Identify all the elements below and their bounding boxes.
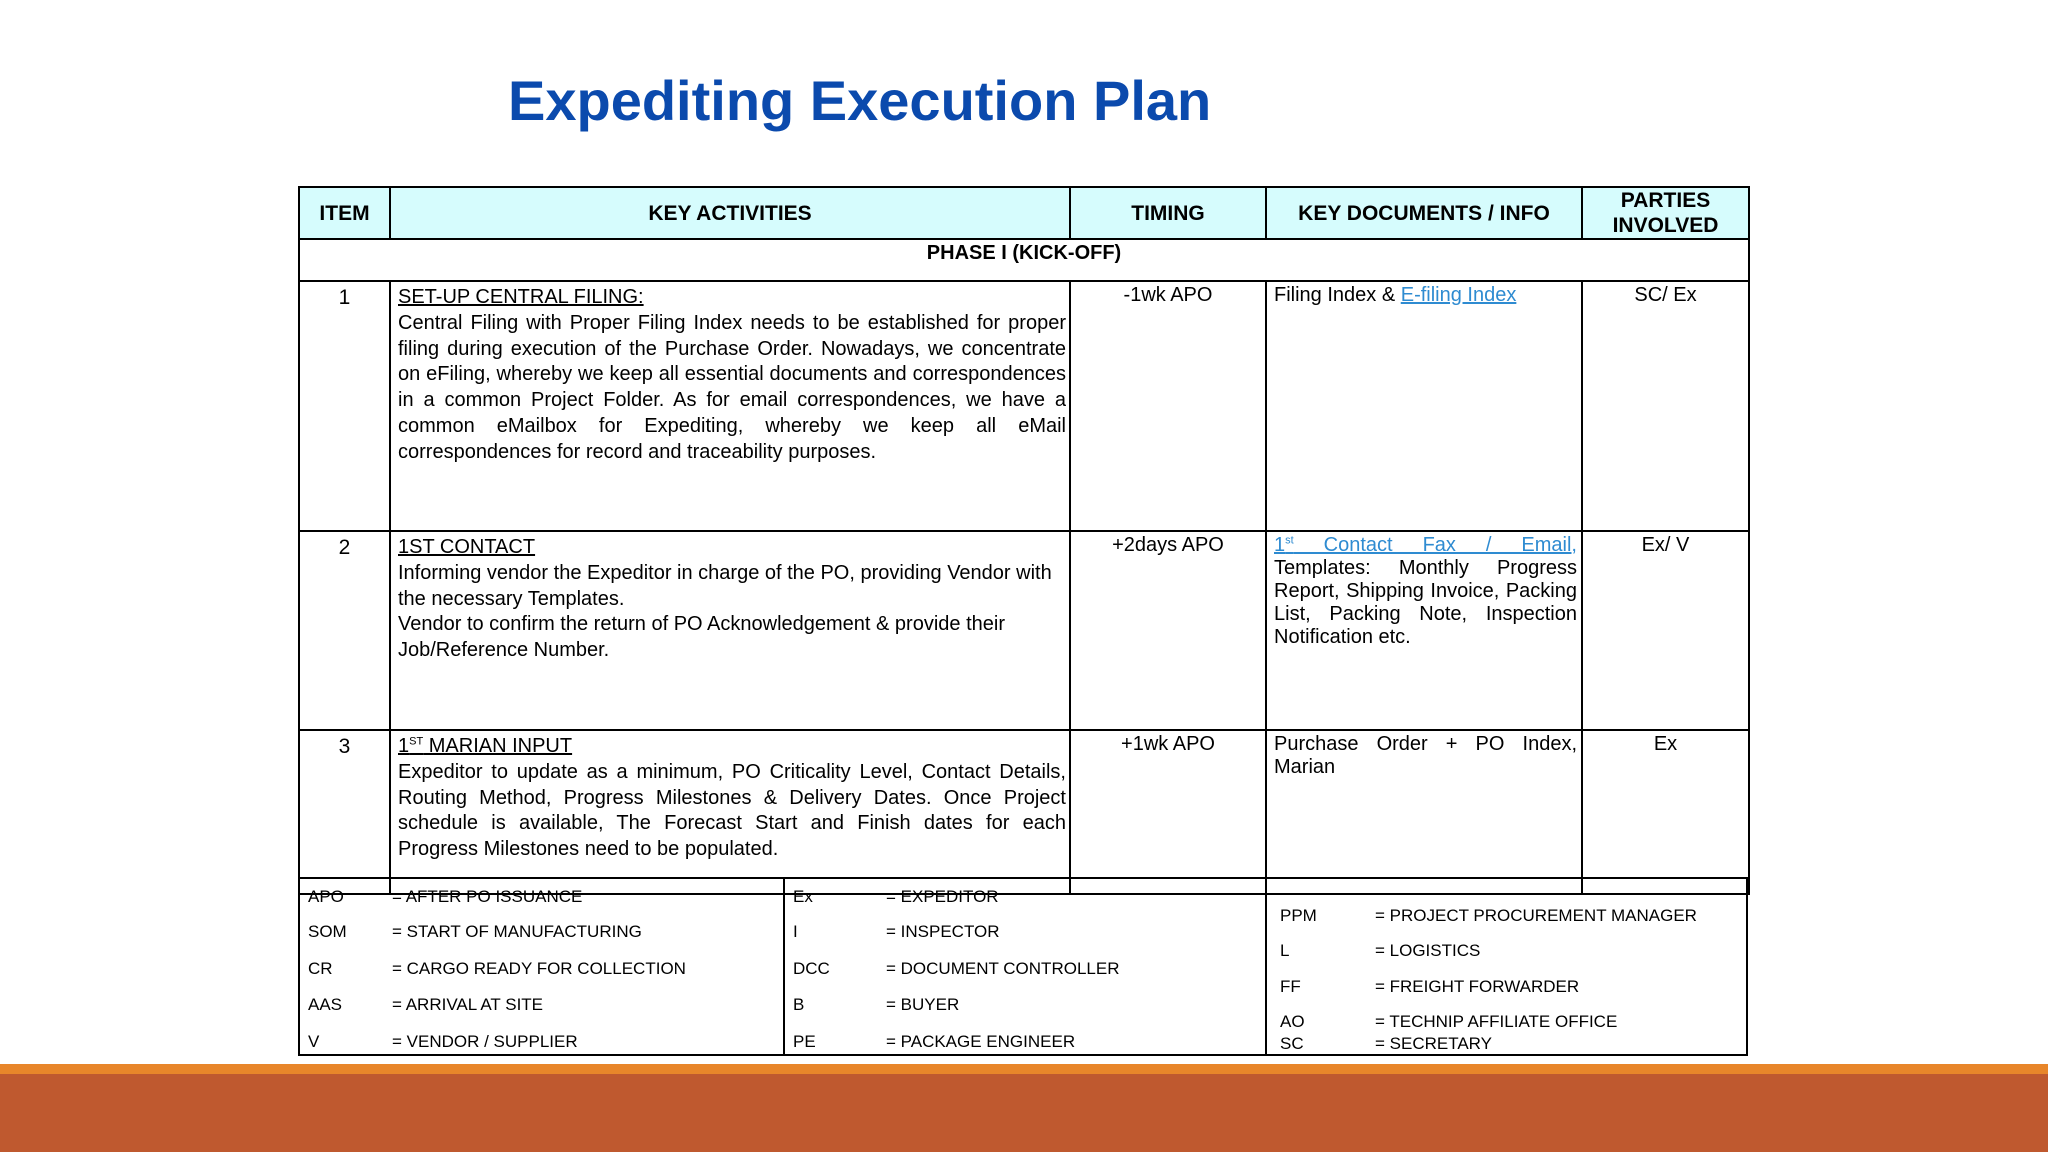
legend-column-3 — [1267, 879, 1748, 1054]
heading-text: MARIAN INPUT — [423, 735, 573, 757]
timing-cell: +2days APO — [1070, 531, 1266, 730]
legend-definition: = LOGISTICS — [1375, 941, 1481, 960]
phase-label: PHASE I (KICK-OFF) — [299, 239, 1749, 281]
parties-cell: Ex — [1582, 730, 1749, 894]
page-title: Expediting Execution Plan — [508, 69, 1212, 132]
header-documents: KEY DOCUMENTS / INFO — [1266, 187, 1582, 239]
legend-column-2 — [785, 879, 1267, 1054]
legend-definition: = PROJECT PROCUREMENT MANAGER — [1375, 906, 1697, 925]
activity-heading: SET-UP CENTRAL FILING: — [398, 286, 644, 308]
documents-cell — [1266, 531, 1582, 730]
legend-abbr: SOM — [308, 922, 347, 941]
link-superscript: st — [1285, 534, 1294, 547]
link-text: Contact Fax / Email, — [1293, 534, 1577, 556]
heading-superscript: ST — [409, 735, 424, 748]
efiling-index-link[interactable]: E-filing Index — [1400, 284, 1517, 306]
header-activities: KEY ACTIVITIES — [390, 187, 1070, 239]
legend-definition: = TECHNIP AFFILIATE OFFICE — [1375, 1012, 1618, 1031]
contact-fax-email-link[interactable] — [1274, 534, 1577, 556]
table-row — [299, 531, 1749, 730]
activity-heading: 1ST CONTACT — [398, 536, 536, 558]
footer-accent-bar — [0, 1064, 2048, 1074]
legend-definition: = EXPEDITOR — [886, 887, 999, 906]
parties-cell: SC/ Ex — [1582, 281, 1749, 531]
activity-cell — [390, 730, 1070, 894]
legend-definition: = AFTER PO ISSUANCE — [392, 887, 583, 906]
legend-column-1 — [300, 879, 785, 1054]
activity-description: Expeditor to update as a minimum, PO Criticality Level, Contact Details, Routing Method, Progress Milestones & Delivery Dates. Once Project schedule is available, The Forecast Start and Finish dates for each Progress Milestones need to be populated. — [398, 760, 1066, 861]
table-row — [299, 730, 1749, 894]
activity-description: Central Filing with Proper Filing Index needs to be established for proper filing during execution of the Purchase Order. Nowadays, we concentrate on eFiling, whereby we keep all essential documents and correspondences in a common Project Folder. As for email correspondences, we have a common eMailbox for Expediting, whereby we keep all eMail correspondences for record and traceability purposes. — [398, 311, 1066, 463]
header-parties-line1: PARTIES — [1620, 189, 1711, 212]
activity-cell — [390, 531, 1070, 730]
legend-definition: = CARGO READY FOR COLLECTION — [392, 959, 686, 978]
legend-definition: = INSPECTOR — [886, 922, 1000, 941]
activity-description-2: Vendor to confirm the return of PO Acknowledgement & provide their Job/Reference Number. — [398, 613, 1005, 662]
legend-abbr: L — [1280, 941, 1290, 960]
documents-text: Filing Index & — [1274, 284, 1401, 306]
legend-definition: = BUYER — [886, 995, 960, 1014]
legend-abbr: I — [793, 922, 798, 941]
footer-bar — [0, 1074, 2048, 1152]
parties-cell: Ex/ V — [1582, 531, 1749, 730]
legend-abbr: AO — [1280, 1012, 1305, 1031]
activity-heading — [398, 734, 1066, 760]
legend-abbr: V — [308, 1032, 320, 1051]
header-timing: TIMING — [1070, 187, 1266, 239]
activity-cell — [390, 281, 1070, 531]
activity-description: Informing vendor the Expeditor in charge of the PO, providing Vendor with the necessary Templates. — [398, 561, 1052, 610]
header-parties-line2: INVOLVED — [1612, 214, 1719, 237]
abbreviation-legend — [298, 877, 1748, 1056]
legend-definition: = VENDOR / SUPPLIER — [392, 1032, 578, 1051]
legend-definition: = START OF MANUFACTURING — [392, 922, 642, 941]
header-item: ITEM — [299, 187, 390, 239]
legend-abbr: B — [793, 995, 805, 1014]
item-number: 3 — [299, 730, 390, 894]
documents-text: Templates: Monthly Progress Report, Shipping Invoice, Packing List, Packing Note, Inspection Notification etc. — [1274, 557, 1577, 648]
timing-cell: -1wk APO — [1070, 281, 1266, 531]
item-number: 1 — [299, 281, 390, 531]
execution-plan-table — [298, 186, 1750, 895]
legend-abbr: AAS — [308, 995, 343, 1014]
legend-abbr: PE — [793, 1032, 816, 1051]
legend-abbr: SC — [1280, 1034, 1304, 1053]
legend-abbr: PPM — [1280, 906, 1317, 925]
link-prefix: 1 — [1274, 534, 1286, 556]
timing-cell: +1wk APO — [1070, 730, 1266, 894]
phase-row — [299, 239, 1749, 281]
documents-cell: Purchase Order + PO Index, Marian — [1266, 730, 1582, 894]
table-header-row — [299, 187, 1749, 239]
item-number: 2 — [299, 531, 390, 730]
legend-definition: = DOCUMENT CONTROLLER — [886, 959, 1120, 978]
legend-definition: = ARRIVAL AT SITE — [392, 995, 544, 1014]
legend-abbr: Ex — [793, 887, 813, 906]
legend-abbr: CR — [308, 959, 333, 978]
header-parties — [1582, 187, 1749, 239]
heading-prefix: 1 — [398, 735, 410, 757]
legend-abbr: APO — [308, 887, 344, 906]
table-row — [299, 281, 1749, 531]
legend-abbr: FF — [1280, 977, 1301, 996]
legend-abbr: DCC — [793, 959, 830, 978]
legend-definition: = FREIGHT FORWARDER — [1375, 977, 1580, 996]
legend-definition: = PACKAGE ENGINEER — [886, 1032, 1076, 1051]
documents-cell — [1266, 281, 1582, 531]
legend-definition: = SECRETARY — [1375, 1034, 1492, 1053]
